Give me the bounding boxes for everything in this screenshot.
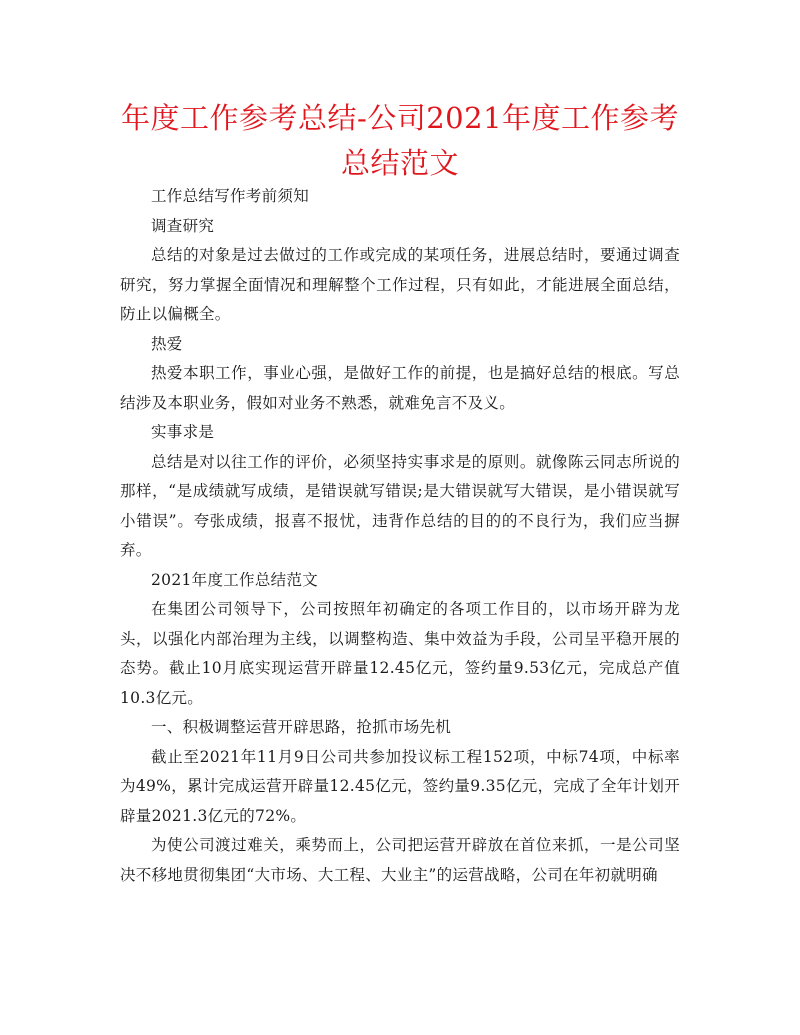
paragraph-sample-intro: 在集团公司领导下，公司按照年初确定的各项工作目的，以市场开辟为龙头，以强化内部治理为主线，以调整构造、集中效益为手段，公司呈平稳开展的态势。截止10月底实现运营开辟量12.45亿元，签约量9.53亿元，完成总产值10.3亿元。 [120, 600, 680, 707]
paragraph-research-body: 总结的对象是过去做过的工作或完成的某项任务，进展总结时，要通过调查研究，努力掌握全面情况和理解整个工作过程，只有如此，才能进展全面总结，防止以偏概全。 [120, 246, 680, 323]
paragraph-sample-heading: 2021年度工作总结范文 [151, 570, 319, 589]
paragraph-section-one-heading: 一、积极调整运营开辟思路，抢抓市场先机 [151, 718, 452, 736]
paragraph-section-one-body: 为使公司渡过难关，乘势而上，公司把运营开辟放在首位来抓，一是公司坚决不移地贯彻集团“大市场、大工程、大业主”的运营战略，公司在年初就明确 [120, 836, 680, 884]
document-body [120, 182, 680, 890]
paragraph-section-one-stats: 截止至2021年11月9日公司共参加投议标工程152项，中标74项，中标率为49%，累计完成运营开辟量12.45亿元，签约量9.35亿元，完成了全年计划开辟量2021.3亿元的72%。 [120, 747, 680, 825]
paragraph-passion-heading: 热爱 [151, 334, 183, 353]
paragraph-truth-heading: 实事求是 [151, 423, 215, 441]
paragraph-passion-body: 热爱本职工作，事业心强，是做好工作的前提，也是搞好总结的根底。写总结涉及本职业务，假如对业务不熟悉，就难免言不及义。 [120, 364, 680, 412]
paragraph-notes-heading: 工作总结写作考前须知 [151, 187, 310, 205]
paragraph-truth-body: 总结是对以往工作的评价，必须坚持实事求是的原则。就像陈云同志所说的那样，“是成绩就写成绩，是错误就写错误;是大错误就写大错误，是小错误就写小错误”。夸张成绩，报喜不报忧，违背作总结的目的的不良行为，我们应当摒弃。 [120, 452, 680, 559]
paragraph-research-heading: 调查研究 [151, 216, 215, 235]
document-title: 年度工作参考总结-公司2021年度工作参考总结范文 [120, 101, 680, 180]
